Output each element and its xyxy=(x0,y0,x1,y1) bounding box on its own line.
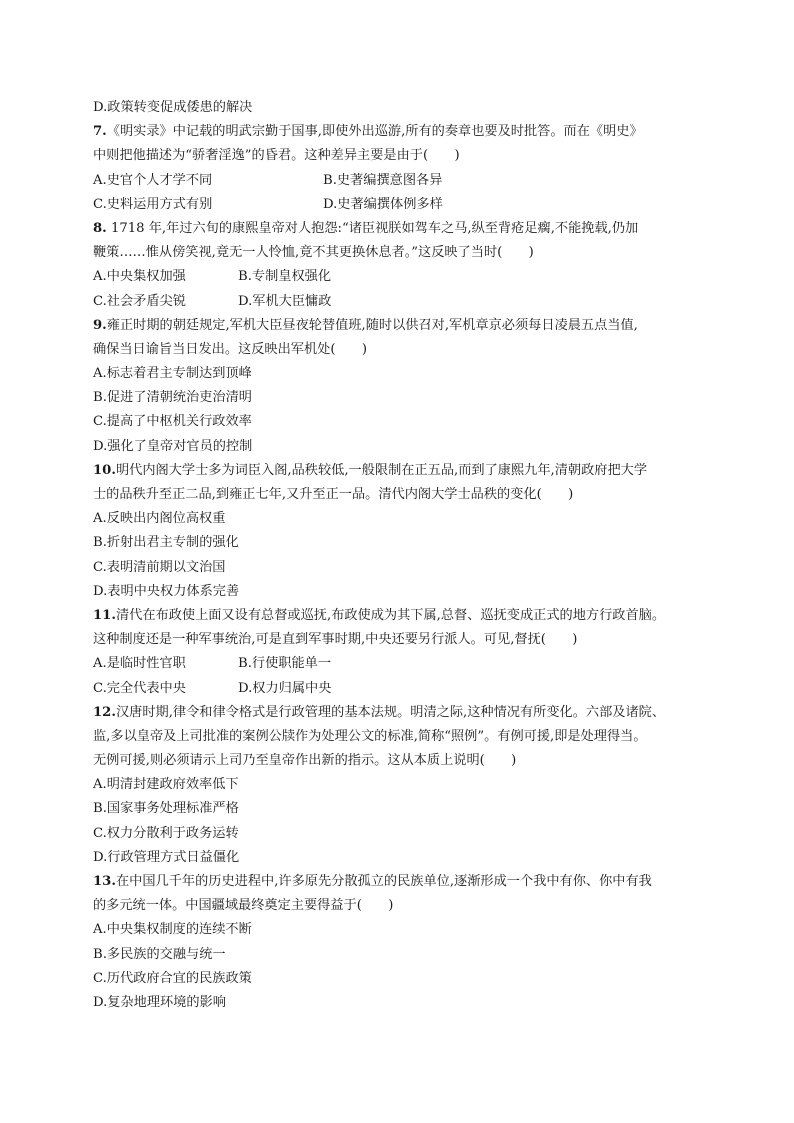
q12-option-b: B.国家事务处理标准严格 xyxy=(93,801,239,817)
q10-option-a: A.反映出内阁位高权重 xyxy=(93,511,226,527)
q9-number: 9. xyxy=(93,317,107,333)
q11-stem-text-1: 清代在布政使上面又设有总督或巡抚,布政使成为其下属,总督、巡抚变成正式的地方行政首脑。 xyxy=(115,607,666,623)
q8-option-d: D.军机大臣慵政 xyxy=(238,293,332,309)
q7-option-d: D.史著编撰体例多样 xyxy=(323,196,443,212)
q7-option-a: A.史官个人才学不同 xyxy=(93,172,213,188)
q12-number: 12. xyxy=(93,704,116,720)
q8-options-row-2 xyxy=(93,290,713,314)
q12-stem-line-3: 无例可援,则必须请示上司乃至皇帝作出新的指示。这从本质上说明( ) xyxy=(93,753,517,769)
q9-stem-line-2: 确保当日谕旨当日发出。这反映出军机处( ) xyxy=(93,341,368,357)
q13-option-d: D.复杂地理环境的影响 xyxy=(93,994,226,1010)
q10-number: 10. xyxy=(93,462,116,478)
q13-option-c: C.历代政府合宜的民族政策 xyxy=(93,970,252,986)
q8-option-a: A.中央集权加强 xyxy=(93,269,186,285)
q11-option-b: B.行使职能单一 xyxy=(238,656,332,672)
q11-option-c: C.完全代表中央 xyxy=(93,680,186,696)
q13-option-b: B.多民族的交融与统一 xyxy=(93,946,226,962)
q7-option-b: B.史著编撰意图各异 xyxy=(323,172,443,188)
q12-stem-line-1 xyxy=(93,701,713,725)
q10-stem-line-1 xyxy=(93,459,713,483)
q11-stem-line-2: 这种制度还是一种军事统治,可是直到军事时期,中央还要另行派人。可见,督抚( ) xyxy=(93,632,578,648)
q6-option-d: D.政策转变促成倭患的解决 xyxy=(93,100,253,115)
q12-option-c: C.权力分散利于政务运转 xyxy=(93,825,239,841)
q9-stem-text-1: 雍正时期的朝廷规定,军机大臣昼夜轮替值班,随时以供召对,军机章京必须每日凌晨五点当值, xyxy=(106,317,638,333)
q7-options-row-2 xyxy=(93,193,713,217)
q10-option-b: B.折射出君主专制的强化 xyxy=(93,535,239,551)
q12-stem-line-2: 监,多以皇帝及上司批准的案例公牍作为处理公文的标准,简称“照例”。有例可援,即是处理得当。 xyxy=(93,728,647,744)
q13-stem-text-1: 在中国几千年的历史进程中,许多原先分散孤立的民族单位,逐渐形成一个我中有你、你中有我 xyxy=(115,874,652,889)
q9-option-b: B.促进了清朝统治吏治清明 xyxy=(93,390,252,406)
q7-stem-line-2: 中则把他描述为“骄奢淫逸”的昏君。这种差异主要是由于( ) xyxy=(93,148,460,164)
q10-option-c: C.表明清前期以文治国 xyxy=(93,559,226,575)
q7-stem-text-1: 《明实录》中记载的明武宗勤于国事,即使外出巡游,所有的奏章也要及时批答。而在《明史》 xyxy=(106,124,643,140)
q10-stem-text-1: 明代内阁大学士多为词臣入阁,品秩较低,一般限制在正五品,而到了康熙九年,清朝政府把大学 xyxy=(115,462,648,478)
q8-number: 8. xyxy=(93,220,107,236)
q8-stem-line-2: 鞭策……惟从傍笑视,竟无一人怜恤,竟不其更换休息者。”这反映了当时( ) xyxy=(93,245,534,261)
q13-option-a: A.中央集权制度的连续不断 xyxy=(93,922,252,938)
q9-option-d: D.强化了皇帝对官员的控制 xyxy=(93,438,253,454)
q7-options-row-1 xyxy=(93,169,713,193)
q7-number: 7. xyxy=(93,124,107,140)
q11-option-a: A.是临时性官职 xyxy=(93,656,186,672)
q8-option-b: B.专制皇权强化 xyxy=(238,269,332,285)
q9-option-a: A.标志着君主专制达到顶峰 xyxy=(93,366,252,382)
q11-options-row-1 xyxy=(93,652,713,676)
q11-stem-line-1 xyxy=(93,604,713,628)
q7-stem-line-1 xyxy=(93,120,713,144)
q9-stem-line-1 xyxy=(93,314,713,338)
q8-stem-text-1: 1718 年,年过六旬的康熙皇帝对人抱怨:“诸臣视朕如驾车之马,纵至背疮足瘸,不能挽载,仍加 xyxy=(106,220,639,236)
q8-options-row-1 xyxy=(93,265,713,289)
q9-option-c: C.提高了中枢机关行政效率 xyxy=(93,414,252,430)
q11-options-row-2 xyxy=(93,677,713,701)
q12-stem-text-1: 汉唐时期,律令和律令格式是行政管理的基本法规。明清之际,这种情况有所变化。六部及诸院、 xyxy=(115,704,666,720)
q11-number: 11. xyxy=(93,607,116,623)
q7-option-c: C.史料运用方式有别 xyxy=(93,196,213,212)
q13-number: 13. xyxy=(93,874,116,889)
q12-option-d: D.行政管理方式日益僵化 xyxy=(93,849,240,865)
q12-option-a: A.明清封建政府效率低下 xyxy=(93,777,239,793)
q11-option-d: D.权力归属中央 xyxy=(238,680,332,696)
q13-stem-line-2: 的多元统一体。中国疆域最终奠定主要得益于( ) xyxy=(93,898,394,914)
q10-stem-line-2: 士的品秩升至正二品,到雍正七年,又升至正一品。清代内阁大学士品秩的变化( ) xyxy=(93,487,574,502)
q10-option-d: D.表明中央权力体系完善 xyxy=(93,583,240,599)
document-page xyxy=(93,96,713,1015)
q13-stem-line-1 xyxy=(93,870,713,894)
q8-stem-line-1 xyxy=(93,217,713,241)
q8-option-c: C.社会矛盾尖锐 xyxy=(93,293,186,309)
